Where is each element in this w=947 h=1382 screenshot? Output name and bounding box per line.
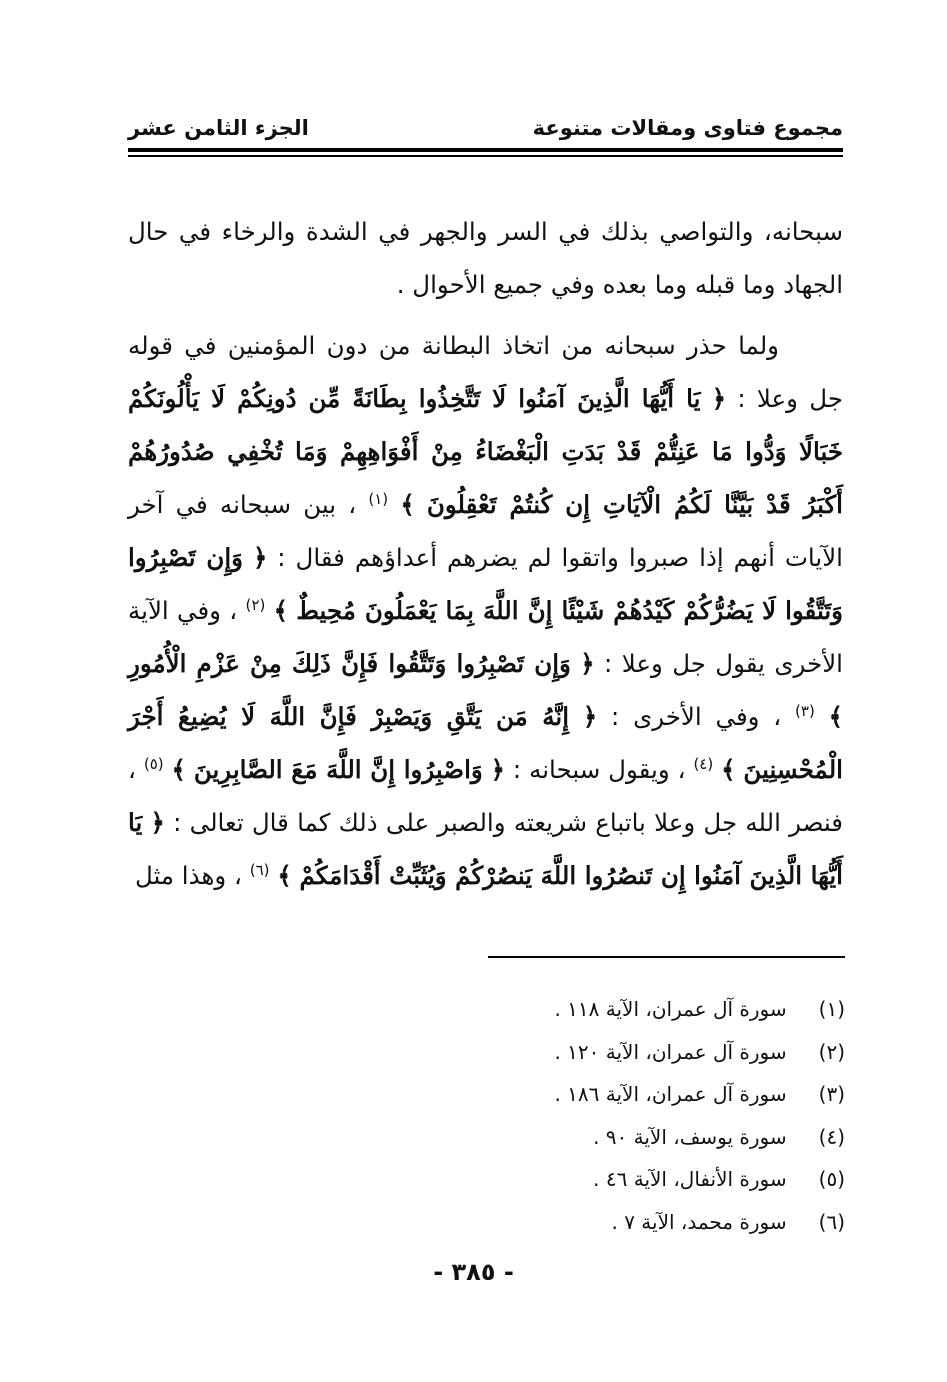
footnote-number: (٢) xyxy=(818,1039,845,1064)
quran-verse-5: وَاصْبِرُوا إِنَّ اللَّهَ مَعَ الصَّابِرِينَ xyxy=(193,755,483,784)
footnote-ref-6: (٦) xyxy=(249,860,270,879)
text-segment: ، وهذا مثل xyxy=(134,861,242,890)
footnote-1 xyxy=(400,988,845,1031)
footnote-number: (٤) xyxy=(818,1124,845,1149)
footnote-ref-4: (٤) xyxy=(693,754,714,773)
quran-close-bracket: ﴾ xyxy=(400,490,415,519)
footnote-number: (١) xyxy=(818,997,845,1021)
header-rule-thin xyxy=(128,155,843,157)
quran-close-bracket: ﴾ xyxy=(273,596,288,625)
footnote-5 xyxy=(400,1158,845,1201)
quran-verse-2: وَإِن تَصْبِرُوا وَتَتَّقُوا لَا يَضُرُّكُمْ كَيْدُهُمْ شَيْئًا إِنَّ اللَّهَ بِمَا يَعْمَلُونَ مُحِيطٌ xyxy=(128,543,843,625)
footnote-ref-3: (٣) xyxy=(795,701,815,720)
footnotes xyxy=(400,988,845,1243)
text-segment: ، بين سبحانه في آخر الآيات أنهم إذا صبروا واتقوا لم يضرهم أعداؤهم فقال : xyxy=(128,490,843,572)
quran-open-bracket: ﴿ xyxy=(711,384,727,413)
footnote-3 xyxy=(400,1073,845,1116)
header-rule-thick xyxy=(128,148,843,152)
footnote-text: سورة آل عمران، الآية ١١٨ . xyxy=(554,997,787,1021)
footnote-6 xyxy=(400,1201,845,1244)
footnote-4 xyxy=(400,1116,845,1159)
quran-close-bracket: ﴾ xyxy=(721,755,736,784)
footnote-number: (٥) xyxy=(818,1167,845,1191)
footnote-ref-2: (٢) xyxy=(245,595,266,614)
footnote-text: سورة الأنفال، الآية ٤٦ . xyxy=(593,1167,787,1191)
quran-open-bracket: ﴿ xyxy=(490,755,506,784)
quran-verse-3: وَإِن تَصْبِرُوا وَتَتَّقُوا فَإِنَّ ذَلِكَ مِنْ عَزْمِ الْأُمُورِ xyxy=(128,649,571,678)
text-segment: ، فنصر الله جل وعلا باتباع شريعته والصبر على ذلك كما قال تعالى : xyxy=(128,755,843,837)
paragraph-1: سبحانه، والتواصي بذلك في السر والجهر في الشدة والرخاء في حال الجهاد وما قبله وما بعده وفي جميع الأحوال . xyxy=(128,217,843,299)
page-number: - ٣٨٥ - xyxy=(433,1258,514,1286)
footnote-ref-1: (١) xyxy=(368,489,389,508)
quran-close-bracket: ﴾ xyxy=(171,755,186,784)
footnote-separator xyxy=(488,956,845,958)
footnote-text: سورة آل عمران، الآية ١٢٠ . xyxy=(554,1039,787,1064)
footnote-text: سورة آل عمران، الآية ١٨٦ . xyxy=(554,1082,787,1106)
quran-open-bracket: ﴿ xyxy=(582,702,598,731)
quran-verse-6: يَا أَيُّهَا الَّذِينَ آمَنُوا إِن تَنصُرُوا اللَّهَ يَنصُرْكُمْ وَيُثَبِّتْ أَقْدَامَكُمْ xyxy=(128,808,843,890)
main-text xyxy=(128,205,843,902)
quran-close-bracket: ﴾ xyxy=(277,861,292,890)
footnote-text: سورة يوسف، الآية ٩٠ . xyxy=(593,1124,787,1149)
running-header xyxy=(128,112,843,152)
quran-open-bracket: ﴿ xyxy=(252,543,268,572)
book-title: مجموع فتاوى ومقالات متنوعة xyxy=(532,116,843,140)
quran-verse-1: يَا أَيُّهَا الَّذِينَ آمَنُوا لَا تَتَّخِذُوا بِطَانَةً مِّن دُونِكُمْ لَا يَأْلُونَكُمْ خَبَالًا وَدُّوا مَا عَنِتُّمْ قَدْ بَدَتِ الْبَغْضَاءُ مِنْ أَفْوَاهِهِمْ وَمَا تُخْفِي صُدُورُهُمْ أَكْبَرُ قَدْ بَيَّنَّا لَكُمُ الْآيَاتِ إِن كُنتُمْ تَعْقِلُونَ xyxy=(128,384,843,519)
text-segment: ولما حذر سبحانه من اتخاذ البطانة من دون المؤمنين في قوله جل وعلا : xyxy=(128,331,843,413)
quran-open-bracket: ﴿ xyxy=(580,649,595,678)
footnote-ref-5: (٥) xyxy=(143,754,164,773)
text-segment: ، وفي الآية الأخرى يقول جل وعلا : xyxy=(128,596,843,678)
paragraph-2 xyxy=(128,319,843,902)
text-segment: ، وفي الأخرى : xyxy=(597,702,782,731)
text-segment: ، ويقول سبحانه : xyxy=(505,755,686,784)
volume-label: الجزء الثامن عشر xyxy=(128,116,309,140)
footnote-number: (٦) xyxy=(818,1209,845,1234)
quran-verse-4: إِنَّهُ مَن يَتَّقِ وَيَصْبِرْ فَإِنَّ اللَّهَ لَا يُضِيعُ أَجْرَ الْمُحْسِنِينَ xyxy=(128,702,843,784)
footnote-2 xyxy=(400,1031,845,1074)
footnote-number: (٣) xyxy=(818,1082,845,1106)
footnote-text: سورة محمد، الآية ٧ . xyxy=(611,1209,787,1234)
quran-close-bracket: ﴾ xyxy=(828,702,843,731)
quran-open-bracket: ﴿ xyxy=(150,808,165,837)
